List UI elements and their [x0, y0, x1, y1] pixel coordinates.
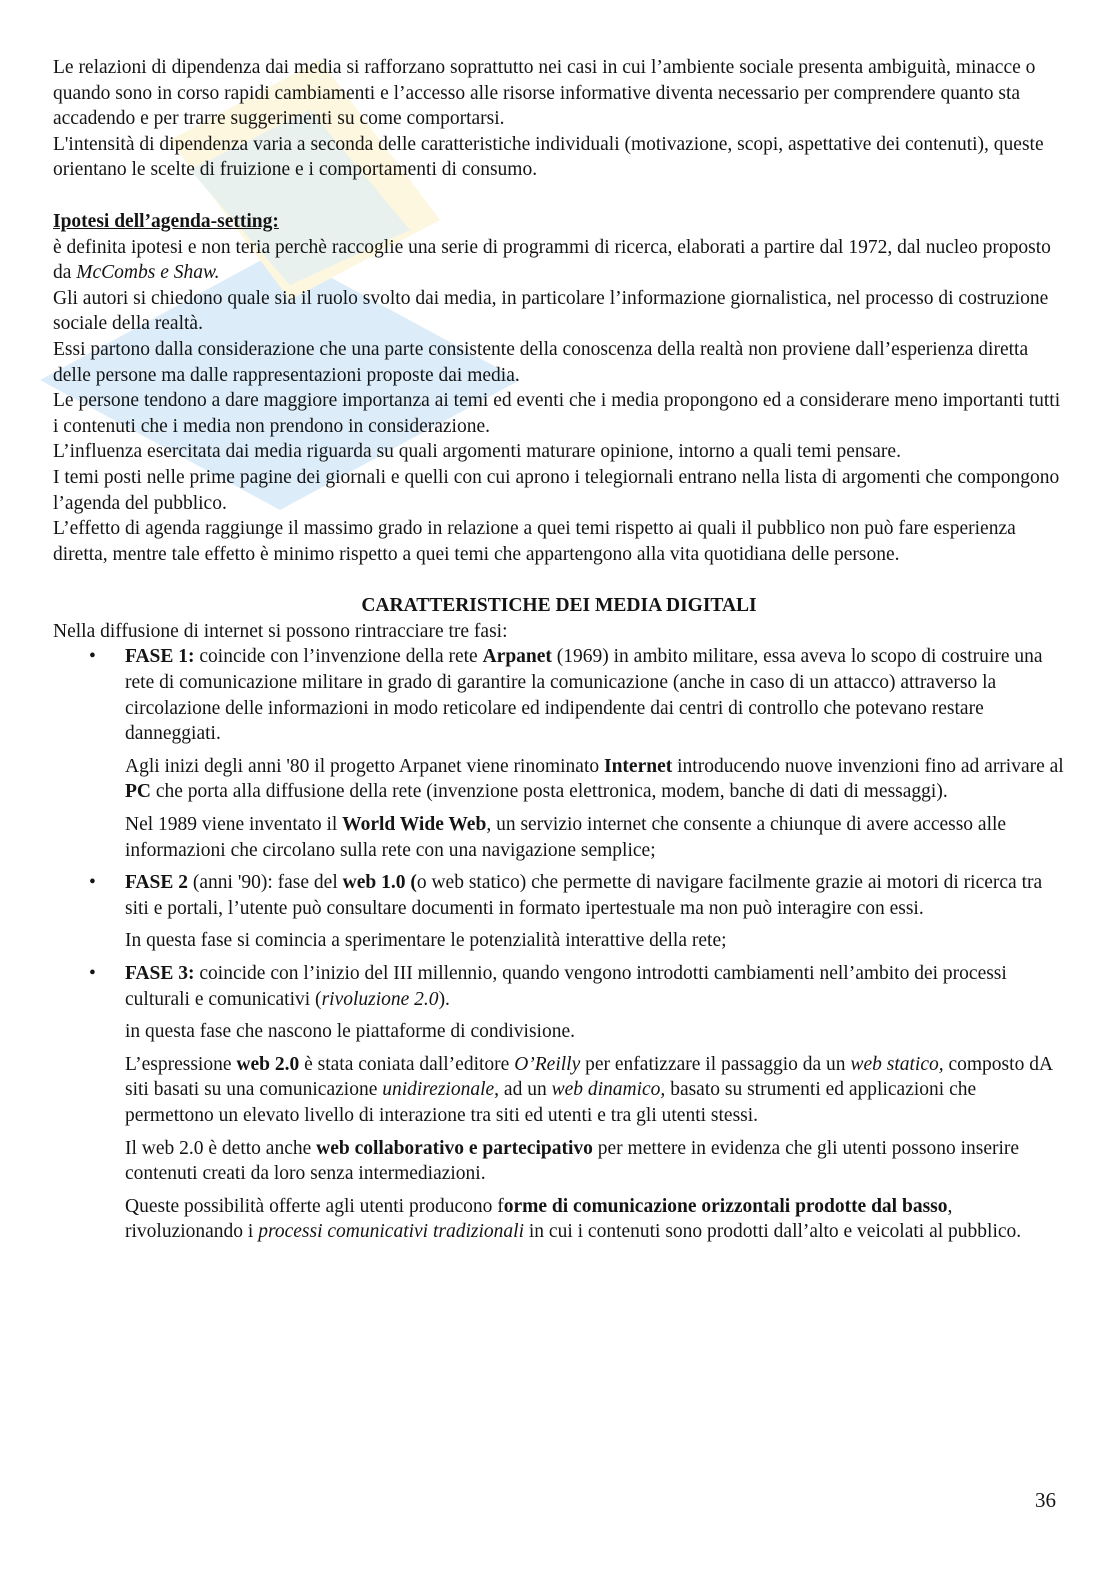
digital-intro: Nella diffusione di internet si possono rintracciare tre fasi: — [53, 620, 508, 642]
text: Il web 2.0 è detto anche — [125, 1137, 317, 1159]
text: L’espressione — [125, 1053, 237, 1075]
paragraph-dependency: Le relazioni di dipendenza dai media si rafforzano soprattutto nei casi in cui l’ambiente sociale presenta ambiguità, minacce o quando sono in corso rapidi cambiamenti e l’accesso alle risorse informative diventa necessario per comprendere quanto sta accadendo e per trarre suggerimenti su come comportarsi. — [53, 57, 1036, 130]
agenda-intro — [53, 235, 1065, 286]
text: è stata coniata dall’editore — [299, 1053, 515, 1075]
agenda-intro-text: è definita ipotesi e non teria perchè raccoglie una serie di programmi di ricerca, elaborati a partire dal 1972, dal nucleo proposto da — [53, 236, 1051, 284]
fase-3-label: FASE 3: — [125, 963, 195, 984]
fase-3-collaborative-paragraph — [125, 1136, 1065, 1187]
bullet-icon: • — [89, 872, 96, 894]
text: Agli inizi degli anni '80 il progetto Arpanet viene rinominato — [125, 755, 604, 777]
list-item-fase-1 — [53, 644, 1065, 863]
web-dinamico-term: web dinamico, — [551, 1079, 666, 1101]
pc-term: PC — [125, 781, 151, 803]
text: basato su strumenti ed applicazioni che permettono un elevato livello di interazione tra siti ed utenti e tra gli utenti stessi. — [125, 1079, 977, 1126]
horizontal-forms-term: orme di comunicazione orizzontali prodotte dal basso — [503, 1195, 948, 1217]
fase-1-internet-paragraph — [125, 754, 1065, 805]
text: per enfatizzare il passaggio da un — [580, 1053, 851, 1075]
traditional-processes-term: processi comunicativi tradizionali — [258, 1221, 524, 1243]
agenda-paragraph: Gli autori si chiedono quale sia il ruolo svolto dai media, in particolare l’informazione giornalistica, nel processo di costruzione sociale della realtà. — [53, 287, 1049, 335]
internet-term: Internet — [604, 755, 673, 777]
text: composto dA siti basati su una comunicazione — [125, 1053, 1052, 1101]
fase-2-text — [125, 870, 1065, 921]
fase-3-web20-paragraph — [125, 1052, 1065, 1129]
text: (anni '90): fase del — [188, 872, 343, 894]
text: in cui i contenuti sono prodotti dall’alto e veicolati al pubblico. — [524, 1221, 1022, 1243]
page-content — [53, 55, 1065, 1245]
text: coincide con l’inizio del III millennio, quando vengono introdotti cambiamenti nell’ambito dei processi culturali e comunicativi ( — [125, 963, 1007, 1010]
rivoluzione-term: rivoluzione 2.0 — [321, 988, 439, 1010]
oreilly-term: O’Reilly — [514, 1053, 581, 1075]
agenda-paragraph: I temi posti nelle prime pagine dei giornali e quelli con cui aprono i telegiornali entrano nella lista di argomenti che compongono l’agenda del pubblico. — [53, 466, 1060, 514]
paragraph-intensity: L'intensità di dipendenza varia a seconda delle caratteristiche individuali (motivazione, scopi, aspettative dei contenuti), queste orientano le scelte di fruizione e i comportamenti di consumo. — [53, 133, 1044, 181]
fase-1-label: FASE 1: — [125, 646, 195, 668]
list-item-fase-3 — [53, 961, 1065, 1245]
agenda-authors: McCombs e Shaw. — [76, 262, 220, 284]
text: per mettere in evidenza che gli utenti possono inserire contenuti creati da loro senza intermediazioni. — [125, 1137, 1020, 1185]
text: Nel 1989 viene inventato il — [125, 814, 343, 836]
collaborative-term: web collaborativo e partecipativo — [316, 1137, 593, 1159]
text: Queste possibilità offerte agli utenti producono f — [125, 1195, 504, 1217]
text: ). — [438, 988, 450, 1010]
fase-1-www-paragraph — [125, 812, 1065, 863]
agenda-paragraph: L’effetto di agenda raggiunge il massimo grado in relazione a quei temi rispetto ai quali il pubblico non può fare esperienza diretta, mentre tale effetto è minimo rispetto a quei temi che appartengono alla vita quotidiana delle persone. — [53, 518, 1016, 565]
list-item-fase-2 — [53, 870, 1065, 954]
fase-3-platforms-paragraph: in questa fase che nascono le piattaforme di condivisione. — [125, 1021, 575, 1043]
text: che porta alla diffusione della rete (invenzione posta elettronica, modem, banche di dati di messaggi). — [151, 781, 948, 803]
phases-list — [53, 644, 1065, 1244]
fase-3-horizontal-paragraph — [125, 1194, 1065, 1245]
text: , un servizio internet che consente a chiunque di avere accesso alle informazioni che circolano sulla rete con una navigazione semplice; — [125, 814, 1007, 861]
agenda-setting-heading: Ipotesi dell’agenda-setting: — [53, 210, 279, 232]
bullet-icon: • — [89, 646, 96, 668]
unidirezionale-term: unidirezionale — [382, 1079, 495, 1101]
agenda-paragraph: Le persone tendono a dare maggiore importanza ai temi ed eventi che i media propongono ed a considerare meno importanti tutti i contenuti che i media non prendono in considerazione. — [53, 390, 1061, 437]
text: , ad un — [494, 1079, 552, 1101]
fase-1-text — [125, 644, 1065, 746]
fase-2-interactive-paragraph: In questa fase si comincia a sperimentare le potenzialità interattive della rete; — [125, 930, 727, 952]
agenda-paragraph: Essi partono dalla considerazione che una parte consistente della conoscenza della realtà non proviene dall’esperienza diretta delle persone ma dalle rappresentazioni proposte dai media. — [53, 338, 1029, 386]
arpanet-term: Arpanet — [482, 646, 552, 668]
spacer — [53, 183, 1065, 209]
www-term: World Wide Web — [342, 814, 487, 836]
fase-1-text-a: coincide con l’invenzione della rete — [194, 646, 483, 668]
fase-3-text — [125, 961, 1065, 1012]
page-number: 36 — [1035, 1488, 1056, 1512]
fase-1-text-b: (1969) in ambito militare, essa aveva lo scopo di costruire una rete di comunicazione militare in grado di garantire la comunicazione (anche in caso di un attacco) attraverso la circolazione delle informazioni in modo reticolare ed indipendente dai centri di controllo che potevano restare danneggiati. — [125, 646, 1043, 745]
fase-2-label: FASE 2 — [125, 872, 189, 894]
text: o web statico) che permette di navigare facilmente grazie ai motori di ricerca tra siti e portali, l’utente può consultare documenti in formato ipertestuale ma non può interagire con essi. — [125, 872, 1043, 919]
text: introducendo nuove invenzioni fino ad arrivare al — [672, 755, 1064, 777]
web10-term: web 1.0 ( — [342, 872, 417, 894]
bullet-icon: • — [89, 963, 96, 984]
agenda-paragraph: L’influenza esercitata dai media riguarda su quali argomenti maturare opinione, intorno a quali temi pensare. — [53, 441, 901, 463]
web20-term: web 2.0 — [236, 1053, 300, 1075]
text: , rivoluzionando i — [125, 1195, 953, 1243]
digital-media-title: CARATTERISTICHE DEI MEDIA DIGITALI — [361, 595, 757, 617]
web-statico-term: web statico, — [850, 1053, 944, 1075]
